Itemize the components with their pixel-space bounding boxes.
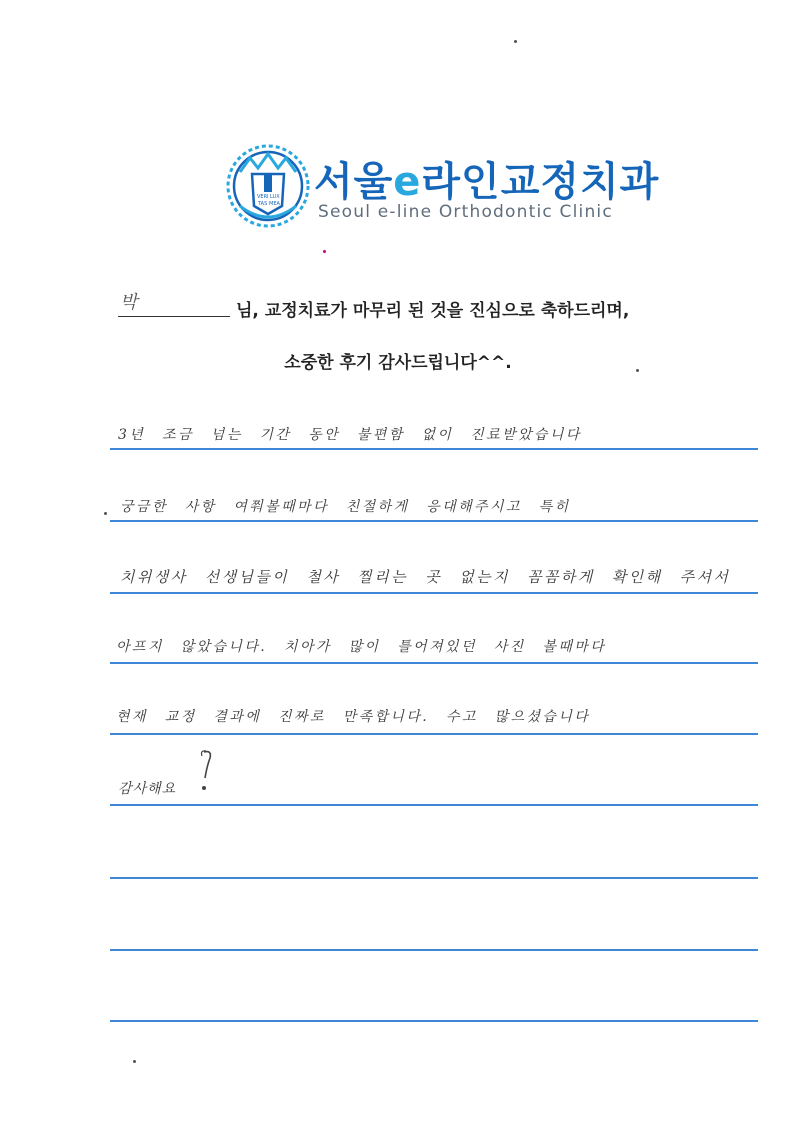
scan-speck xyxy=(636,369,639,372)
handwriting-line-3: 치위생사 선생님들이 철사 찔리는 곳 없는지 꼼꼼하게 확인해 주셔서 xyxy=(120,568,731,586)
handwriting-line-5: 현재 교정 결과에 진짜로 만족합니다. 수고 많으셨습니다 xyxy=(116,709,591,725)
exclamation-doodle-icon xyxy=(194,748,218,796)
scan-speck xyxy=(104,512,107,515)
ruled-line xyxy=(110,877,758,879)
ruled-line xyxy=(110,804,758,806)
patient-name-handwritten: 박 xyxy=(120,292,138,313)
clinic-name-part-2: 라인교정치과 xyxy=(421,159,660,205)
clinic-logo xyxy=(226,140,660,230)
ruled-line xyxy=(110,662,758,664)
handwriting-line-1: 3년 조금 넘는 기간 동안 불편함 없이 진료받았습니다 xyxy=(118,427,582,443)
ruled-line xyxy=(110,448,758,450)
ruled-line xyxy=(110,733,758,735)
ruled-line xyxy=(110,520,758,522)
ruled-line xyxy=(110,949,758,951)
clinic-name-english: Seoul e-line Orthodontic Clinic xyxy=(318,202,613,222)
ruled-line xyxy=(110,592,758,594)
emblem-text-1: VERI xyxy=(257,194,269,200)
emblem-text-2: LUX xyxy=(270,194,280,200)
name-blank-line xyxy=(118,316,230,317)
handwriting-line-6: 감사해요 xyxy=(118,781,177,797)
clinic-name-korean xyxy=(314,150,659,207)
intro-line-2: 소중한 후기 감사드립니다^^. xyxy=(284,353,512,373)
handwriting-line-2: 궁금한 사항 여쭤볼때마다 친절하게 응대해주시고 특히 xyxy=(120,499,571,515)
clinic-name-e: e xyxy=(393,159,422,205)
intro-line-1-text: 님, 교정치료가 마무리 된 것을 진심으로 축하드리며, xyxy=(236,301,630,321)
clinic-name-part-1: 서울 xyxy=(314,159,394,205)
ruled-line xyxy=(110,1020,758,1022)
scan-speck xyxy=(323,250,326,253)
clinic-emblem-icon xyxy=(226,144,310,228)
scan-speck xyxy=(133,1060,136,1063)
scan-speck xyxy=(514,40,517,43)
emblem-text-4: MEA xyxy=(269,201,280,207)
emblem-text-3: TAS xyxy=(258,201,268,207)
handwriting-line-4: 아프지 않았습니다. 치아가 많이 틀어져있던 사진 볼때마다 xyxy=(116,639,607,655)
